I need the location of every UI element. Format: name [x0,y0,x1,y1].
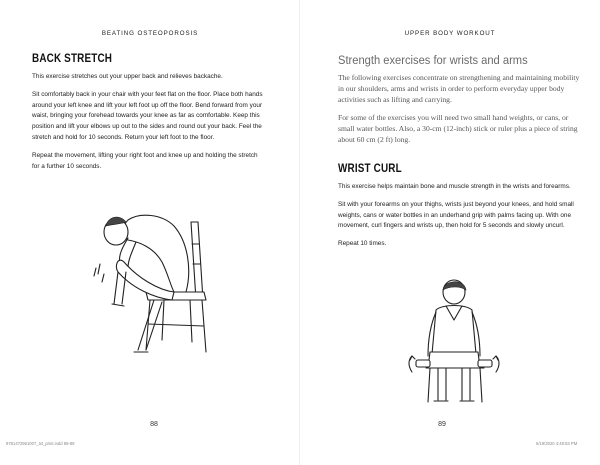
exercise-instructions [338,182,576,257]
paragraph: Sit comfortably back in your chair with your feet flat on the floor. Place both hands around your left knee and lift your left foot up off the floor. Bend forward from your waist, bringing your forehead towards your knee as far as comfortable. Keep this position and lift your elbows up out to the sides and round out your back. Feel the stretch and hold for 10 seconds. Return your left foot to the floor. [32,90,263,141]
paragraph: This exercise stretches out your upper back and relieves backache. [32,73,223,80]
exercise-heading: BACK STRETCH [32,53,113,65]
page-number: 88 [150,421,158,428]
section-title: Strength exercises for wrists and arms [338,53,528,67]
paragraph: Repeat 10 times. [338,240,387,248]
right-page [300,0,600,465]
exercise-heading: WRIST CURL [338,163,402,175]
paragraph: This exercise helps maintain bone and muscle strength in the wrists and forearms. [338,183,571,190]
running-head: UPPER BODY WORKOUT [404,30,496,37]
running-head: BEATING OSTEOPOROSIS [101,30,199,37]
wrist-curl-illustration [406,276,506,406]
paragraph: Sit with your forearms on your thighs, wrists just beyond your knees, and hold small weights, cans or water bottles in an underhand grip with palms facing up. With one movement, curl fingers and wrists up, then hold for 5 seconds and slowly uncurl. [338,200,574,230]
paragraph: Repeat the movement, lifting your right foot and knee up and holding the stretch for a further 10 seconds. [32,151,258,170]
back-stretch-illustration [88,192,218,358]
print-slug: 5/19/2020 4:48:53 PM [536,441,578,446]
paragraph: The following exercises concentrate on strengthening and maintaining mobility in our shoulders, arms and wrists in order to perform everyday upper body activities such as lifting and carrying. [338,73,580,105]
paragraph: For some of the exercises you will need two small hand weights, or cans, or small water bottles. Also, a 30-cm (12-inch) stick or ruler plus a piece of string about 60 cm (2 ft) long. [338,112,578,145]
section-intro [338,72,584,151]
page-number: 89 [438,421,446,428]
print-slug: 9781472961007_txt_print.indd 88-89 [6,441,75,446]
exercise-instructions [32,72,266,179]
